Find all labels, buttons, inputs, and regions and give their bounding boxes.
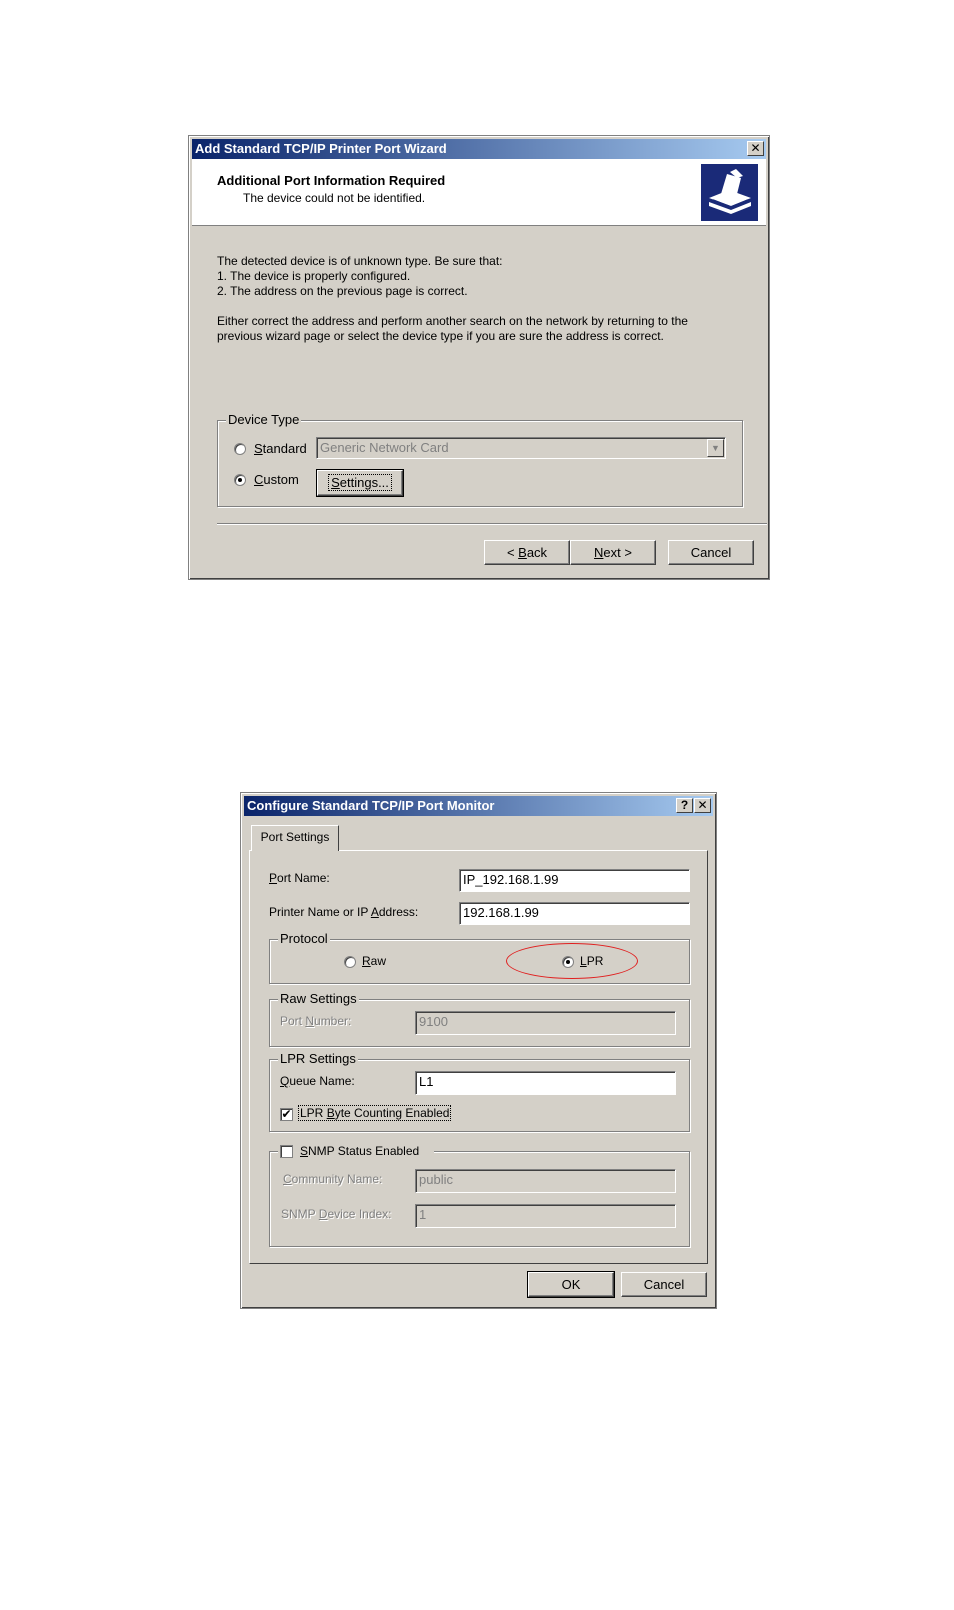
wizard-body-line2: 1. The device is properly configured. <box>217 269 411 283</box>
next-button-label: Next > <box>594 545 632 560</box>
wizard-body-para2-line1: Either correct the address and perform another search on the network by returning to the <box>217 314 688 328</box>
wizard-header-title: Additional Port Information Required <box>217 173 446 188</box>
snmp-index-input[interactable] <box>415 1204 676 1228</box>
lpr-label[interactable]: LPR <box>580 954 604 968</box>
printer-address-label: Printer Name or IP Address: <box>269 905 419 919</box>
port-number-input[interactable] <box>415 1011 676 1035</box>
wizard-titlebar[interactable] <box>192 139 766 159</box>
monitor-cancel-button[interactable]: Cancel <box>621 1272 707 1297</box>
close-icon: ✕ <box>750 141 761 155</box>
monitor-window <box>240 792 717 1309</box>
wizard-close-button[interactable] <box>747 141 764 156</box>
printer-address-value: 192.168.1.99 <box>463 905 539 920</box>
tab-port-settings[interactable] <box>251 825 339 851</box>
community-label: Community Name: <box>283 1172 383 1186</box>
snmp-label[interactable]: SNMP Status Enabled <box>300 1144 420 1158</box>
checkmark-icon: ✔ <box>281 1107 292 1121</box>
queue-name-value: L1 <box>419 1074 434 1089</box>
ok-button[interactable]: OK <box>528 1272 614 1297</box>
monitor-title: Configure Standard TCP/IP Port Monitor <box>247 798 495 813</box>
snmp-checkbox[interactable] <box>280 1145 293 1158</box>
wizard-title: Add Standard TCP/IP Printer Port Wizard <box>195 141 447 156</box>
printer-address-input[interactable] <box>459 902 690 925</box>
wizard-body-line3: 2. The address on the previous page is correct. <box>217 284 468 298</box>
wizard-header <box>192 159 766 226</box>
raw-radio[interactable] <box>344 956 356 968</box>
snmp-group <box>269 1144 690 1247</box>
wizard-cancel-button[interactable]: Cancel <box>668 540 754 565</box>
custom-radio[interactable] <box>234 474 246 486</box>
byte-counting-checkbox[interactable] <box>280 1108 293 1121</box>
close-icon: ✕ <box>697 798 708 812</box>
port-number-label: Port Number: <box>280 1014 352 1028</box>
port-name-value: IP_192.168.1.99 <box>463 872 559 887</box>
chevron-down-icon: ▼ <box>711 443 720 453</box>
protocol-group <box>269 931 690 984</box>
standard-label[interactable]: Standard <box>254 441 307 456</box>
dropdown-button[interactable] <box>707 439 724 457</box>
community-input[interactable] <box>415 1169 676 1193</box>
monitor-titlebar[interactable] <box>244 796 713 816</box>
device-type-legend: Device Type <box>228 412 300 427</box>
monitor-close-button[interactable] <box>694 798 711 813</box>
settings-button[interactable] <box>317 470 403 496</box>
printer-icon <box>701 164 758 221</box>
snmp-index-value: 1 <box>419 1207 427 1222</box>
queue-name-input[interactable] <box>415 1071 676 1095</box>
settings-button-label: Settings... <box>328 474 392 491</box>
lpr-radio[interactable] <box>562 956 574 968</box>
snmp-legend <box>278 1143 434 1161</box>
wizard-footer-separator <box>217 523 767 525</box>
help-icon: ? <box>680 798 689 812</box>
raw-label[interactable]: Raw <box>362 954 387 968</box>
lpr-settings-legend: LPR Settings <box>280 1051 356 1066</box>
back-button-label: < Back <box>506 545 548 560</box>
raw-settings-group <box>269 991 690 1047</box>
lpr-settings-group <box>269 1051 690 1132</box>
standard-device-value: Generic Network Card <box>320 440 449 455</box>
back-button[interactable] <box>484 540 570 565</box>
device-type-group <box>217 412 743 507</box>
port-name-input[interactable] <box>459 869 690 892</box>
community-value: public <box>419 1172 453 1187</box>
next-button[interactable] <box>570 540 656 565</box>
raw-settings-legend: Raw Settings <box>280 991 357 1006</box>
standard-radio[interactable] <box>234 443 246 455</box>
queue-name-label: Queue Name: <box>280 1074 355 1088</box>
port-number-value: 9100 <box>419 1014 448 1029</box>
byte-counting-label[interactable]: LPR Byte Counting Enabled <box>300 1106 450 1120</box>
protocol-legend: Protocol <box>280 931 328 946</box>
tab-port-settings-label: Port Settings <box>260 830 330 844</box>
help-button[interactable] <box>676 798 693 813</box>
standard-device-select[interactable] <box>316 437 726 459</box>
snmp-index-label: SNMP Device Index: <box>281 1207 392 1221</box>
wizard-body-line1: The detected device is of unknown type. Be sure that: <box>217 254 503 268</box>
wizard-header-subtitle: The device could not be identified. <box>243 191 426 205</box>
custom-label[interactable]: Custom <box>254 472 299 487</box>
wizard-body-para2-line2: previous wizard page or select the device type if you are sure the address is correct. <box>217 329 664 343</box>
port-name-label: Port Name: <box>269 871 330 885</box>
wizard-window <box>188 135 770 580</box>
